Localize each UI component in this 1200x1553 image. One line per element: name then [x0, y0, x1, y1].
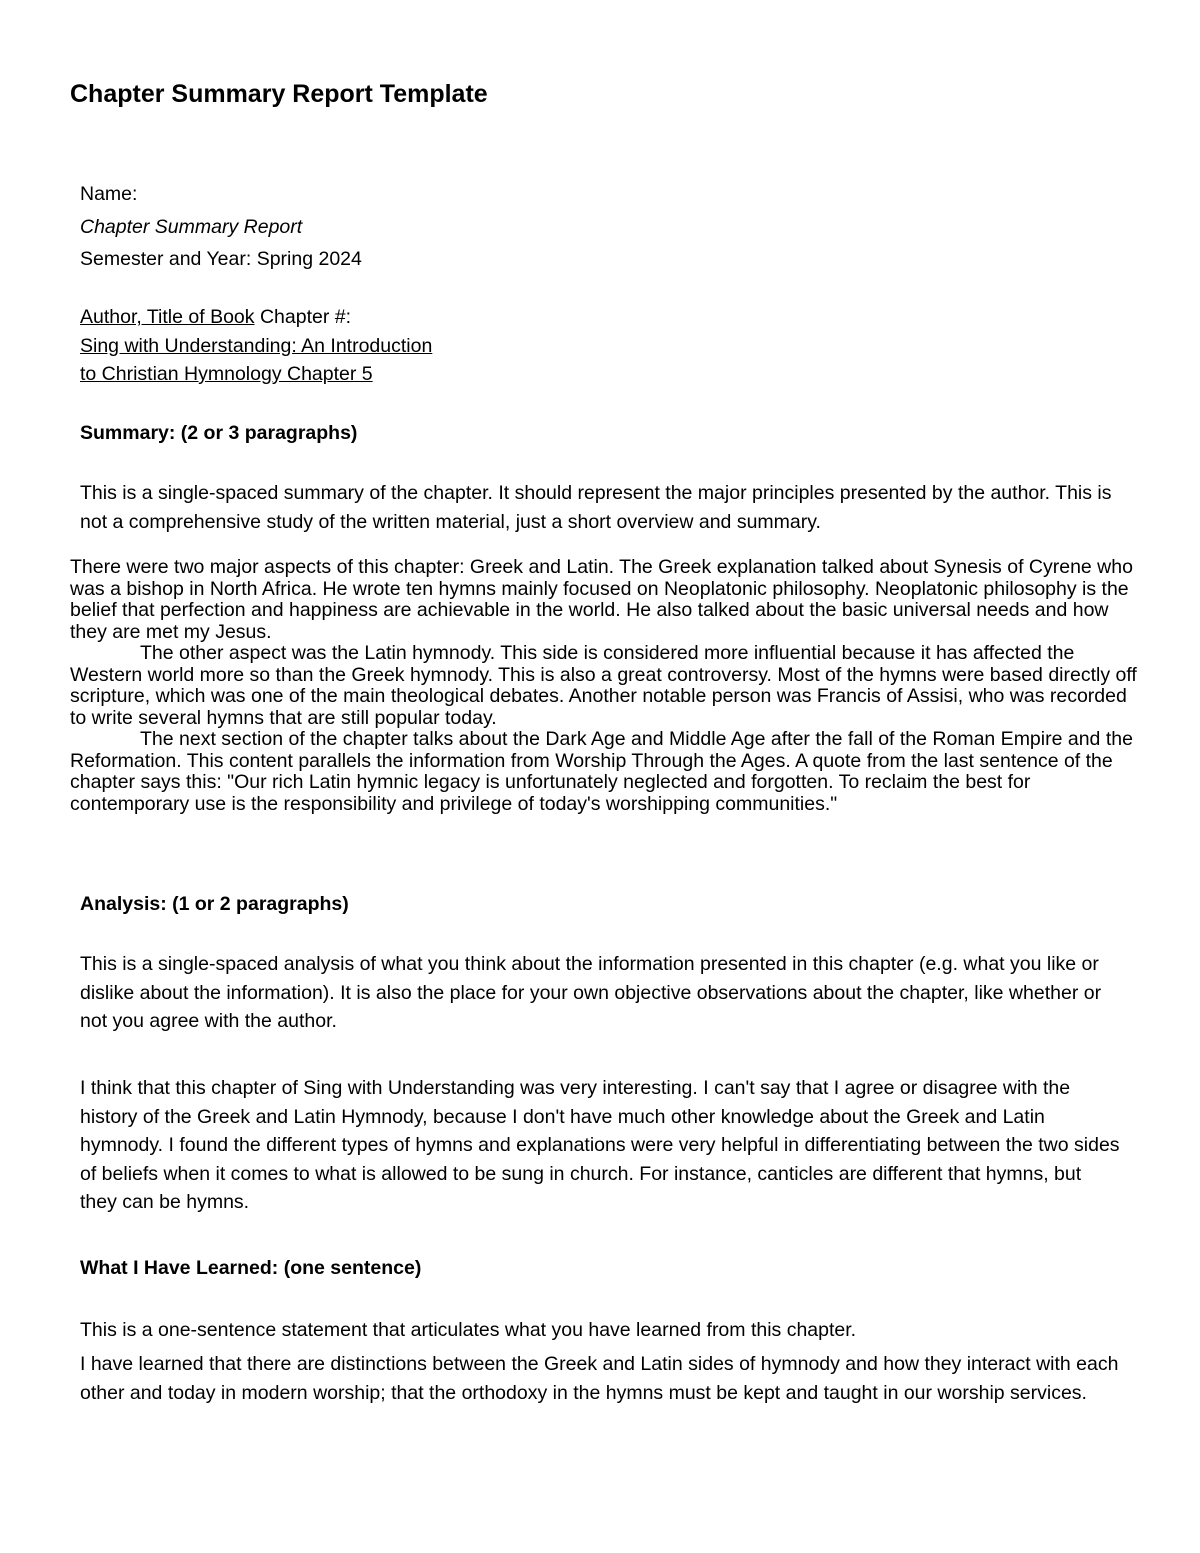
analysis-answer — [80, 1074, 1120, 1217]
book-info — [80, 303, 432, 389]
learned-instructions: This is a one-sentence statement that articulates what you have learned from this chapter. — [80, 1319, 857, 1341]
summary-paragraph: There were two major aspects of this chapter: Greek and Latin. The Greek explanation talked about Synesis of Cyrene who was a bishop in North Africa. He wrote ten hymns mainly focused on Neoplatonic philosophy. Neoplatonic philosophy is the belief that perfection and happiness are achievable in the world. He also talked about the basic universal needs and how they are met my Jesus. — [70, 556, 1133, 643]
semester-label: Semester and Year: Spring 2024 — [80, 248, 362, 270]
learned-answer-text: I have learned that there are distinctions between the Greek and Latin sides of hymnody and how they interact with each other and today in modern worship; that the orthodoxy in the hymns must be kept and taught in our worship services. — [80, 1353, 1119, 1404]
learned-answer — [80, 1350, 1120, 1407]
summary-body — [70, 557, 1140, 815]
analysis-instructions: This is a single-spaced analysis of what you think about the information presented in this chapter (e.g. what you like or dislike about the information). It is also the place for your own objective observations about the chapter, like whether or not you agree with the author. — [80, 953, 1102, 1032]
analysis-answer-text: I think that this chapter of Sing with Understanding was very interesting. I can't say that I agree or disagree with the history of the Greek and Latin Hymnody, because I don't have much other knowledge about the Greek and Latin hymnody. I found the different types of hymns and explanations were very helpful in differentiating between the two sides of beliefs when it comes to what is allowed to be sung in church. For instance, canticles are different that hymns, but they can be hymns. — [80, 1077, 1120, 1213]
name-label: Name: — [80, 183, 138, 205]
author-title-line — [80, 303, 432, 332]
book-title-line-2: to Christian Hymnology Chapter 5 — [80, 363, 373, 385]
summary-paragraph: The next section of the chapter talks about the Dark Age and Middle Age after the fall of the Roman Empire and the Reformation. This content parallels the information from Worship Through the Ages. A quote from the last sentence of the chapter says this: "Our rich Latin hymnic legacy is unfortunately neglected and forgotten. To reclaim the best for contemporary use is the responsibility and privilege of today's worshipping communities." — [70, 728, 1133, 815]
chapter-label: Chapter #: — [254, 306, 352, 328]
author-title-label: Author, Title of Book — [80, 306, 255, 328]
book-title-line-1: Sing with Understanding: An Introduction — [80, 334, 433, 357]
analysis-heading: Analysis: (1 or 2 paragraphs) — [80, 893, 349, 915]
summary-paragraph: The other aspect was the Latin hymnody. This side is considered more influential because it has affected the Western world more so than the Greek hymnody. This is also a great controversy. Most of the hymns were based directly off scripture, which was one of the main theological debates. Another notable person was Francis of Assisi, who was recorded to write several hymns that are still popular today. — [70, 642, 1137, 729]
summary-instructions: This is a single-spaced summary of the chapter. It should represent the major principles presented by the author. This is not a comprehensive study of the written material, just a short overview and summary. — [80, 482, 1112, 533]
report-label: Chapter Summary Report — [80, 215, 303, 238]
document-title: Chapter Summary Report Template — [70, 80, 488, 108]
summary-heading: Summary: (2 or 3 paragraphs) — [80, 422, 358, 444]
header-info — [80, 178, 1120, 276]
learned-heading: What I Have Learned: (one sentence) — [80, 1257, 422, 1279]
